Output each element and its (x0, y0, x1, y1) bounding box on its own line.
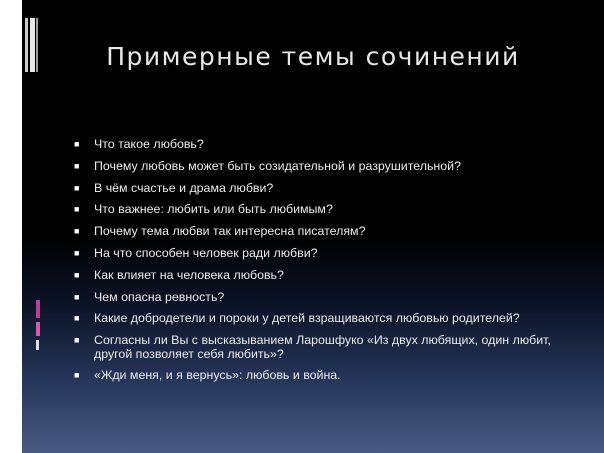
bullet-icon: ■ (74, 313, 80, 324)
list-item (72, 334, 572, 361)
bullet-icon: ■ (74, 182, 80, 193)
bullet-icon: ■ (74, 204, 80, 215)
bullet-icon: ■ (74, 160, 80, 171)
decorative-stripe (36, 340, 39, 350)
list-item (72, 160, 572, 174)
bullet-icon: ■ (74, 370, 80, 381)
list-item (72, 203, 572, 217)
bullet-icon: ■ (74, 269, 80, 280)
topic-text: Почему любовь может быть созидательной и разрушительной? (94, 158, 461, 173)
topic-text: Что важнее: любить или быть любимым? (94, 202, 333, 217)
bullet-icon: ■ (74, 226, 80, 237)
topic-text: В чём счастье и драма любви? (94, 180, 274, 195)
decorative-stripe (36, 300, 40, 318)
topic-text: На что способен человек ради любви? (94, 245, 318, 260)
topic-list (72, 138, 572, 391)
bullet-icon: ■ (74, 139, 80, 149)
bullet-icon: ■ (74, 291, 80, 302)
bullet-icon: ■ (74, 247, 80, 258)
list-item (72, 247, 572, 261)
list-item (72, 291, 572, 305)
bullet-icon: ■ (74, 335, 80, 346)
decorative-stripe (36, 322, 40, 336)
topic-text: Какие добродетели и пороки у детей взращиваются любовью родителей? (94, 311, 520, 326)
list-item (72, 225, 572, 239)
topic-text: Как влияет на человека любовь? (94, 267, 284, 282)
topic-text: Почему тема любви так интересна писателям? (94, 224, 366, 239)
topic-text: Чем опасна ревность? (94, 289, 225, 304)
topic-text: «Жди меня, и я вернусь»: любовь и война. (94, 368, 341, 383)
slide (22, 0, 604, 453)
topic-text: Что такое любовь? (94, 137, 204, 151)
slide-title: Примерные темы сочинений (106, 42, 520, 71)
topic-text: Согласны ли Вы с высказыванием Ларошфуко «Из двух любящих, один любит, другой позволяет себя любить»? (94, 333, 551, 361)
list-item (72, 182, 572, 196)
list-item (72, 269, 572, 283)
list-item (72, 312, 572, 326)
list-item (72, 138, 572, 152)
list-item (72, 369, 572, 383)
